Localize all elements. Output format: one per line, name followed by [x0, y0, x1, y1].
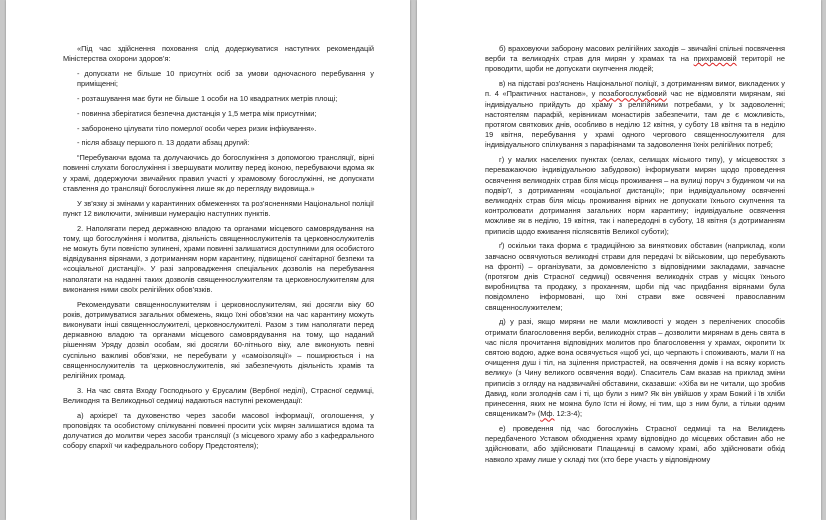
paragraph: г) у малих населених пунктах (селах, селищах міського типу), у місцевостях з переважаючою індивідуальною забудовою) інформувати мирян щодо проведення освячення великодніх страв біля місць проживання – на вулиці поруч з будинком чи на подвір’ї, з дотриманням «соціальної дистанції»; при індивідуальному освяченні великодніх страв біля місць проживання вірних не допускати їхнього скупчення та контролювати дотримання загальних норм карантину; індивідуальне освячення можливе як в неділю, 19 квітня, так і напередодні в суботу, 18 квітня (з дотриманням приписів щодо вживання післясвятів Великої суботи); [485, 155, 785, 236]
bullet-item: - повинна зберігатися безпечна дистанція у 1,5 метра між присутніми; [77, 108, 317, 118]
document-page-left [6, 0, 410, 520]
paragraph: 3. На час свята Входу Господнього у Єрусалим (Вербної неділі), Страсної седмиці, Великодня та Великодньої седмиці надаються наступні рекомендації: [63, 385, 374, 406]
paragraph: е) проведення під час богослужінь Страсної седмиці та на Великдень передбаченого Уставом обходження храму відповідно до місцевих обставин або не здійснювати, або здійснювати Плащаниці в самому храмі, або здійснювати обхід навколо храму лише у складі тих (хто бере участь у відповідному [485, 424, 785, 464]
paragraph: У зв’язку зі змінами у карантинних обмеженнях та роз’ясненнями Національної поліції пункт 12 виключити, змінивши нумерацію наступних пунктів. [63, 198, 374, 218]
document-page-right [417, 0, 821, 520]
bullet-item: - розташування має бути не більше 1 особи на 10 квадратних метрів площі; [77, 94, 338, 103]
paragraph: «Під час здійснення поховання слід додержуватися наступних рекомендацій Міністерства охорони здоров’я: [63, 44, 374, 64]
paragraph: 2. Наполягати перед державною владою та органами місцевого самоврядування на тому, що богослужіння і молитва, діяльність священнослужителів та церковнослужителів не можуть бути повністю зупинені, храми повинні залишатися доступними для особистого відвідування вірянами, з дотриманням норм карантину, підвищеної санітарної безпеки та «соціальної дистанції». У разі запровадження спеціальних дозволів на перебування наполягати на наданні таких дозволів священнослужителям та церковнослужителям для виконання ними своїх релігійних обов’язків. [63, 223, 374, 294]
bullet-item: - допускати не більше 10 присутніх осіб за умови одночасного перебування у приміщенні; [77, 69, 374, 89]
bullet-item: - після абзацу першого п. 13 додати абзац другий: [77, 138, 250, 148]
paragraph: б) враховуючи заборону масових релігійних заходів – звичайні спільні посвячення верби та великодніх страв для мирян у храмах та на прихрамовій території не проводити, щоби не допускати скупчення людей; [485, 44, 786, 74]
paragraph: “Перебуваючи вдома та долучаючись до богослужіння з допомогою трансляції, вірні повинні слухати богослужіння і звершувати молитву перед іконою, перебуваючи вдома як у храмі, додержуючи звичайних правил участі у храмовому богослужінні, не допускати ставлення до трансляції богослужіння лише як до перегляду видовища.» [63, 153, 374, 193]
paragraph: д) у разі, якщо миряни не мали можливості у жоден з перелічених способів отримати благословення верби, великодніх страв – дозволити мирянам в день свята в час після прочитання відповідних молитов про благословення у храмах, окропити їх святою водою, адже вона освячується «щоб усі, що черпають і споживають, мали її на очищення душ і тіл, на зцілення пристрастей, на освячення домів і на всяку користь велику» (з Чину великого освячення води). Спаситель Сам вказав на приклад зміни приписів з огляду на надзвичайні обставини, сказавши: «Хіба ви не читали, що зробив Давид, коли зголоднів сам і ті, що були з ним? Як він увійшов у храм Божий і їв хліби принесення, яких не можна було їсти ні йому, ні тим, що з ним були, а тільки одним священикам?» (Мф. 12:3-4); [485, 317, 785, 419]
paragraph: Рекомендувати священнослужителям і церковнослужителям, які досягли віку 60 років, дотримуватися загальних обмежень, якщо їхні обов’язки на час карантину можуть виконувати інші священнослужителі, церковнослужителі. Разом з тим наполягати перед державною владою та органами місцевого самоврядування на тому, що наданий рішенням Уряду дозвіл особам, які досягли 60-літнього віку, але виконують певні суспільно важливі обов’язки, не перебувати у «самоізоляції» – поширюється і на священнослужителів та церковнослужителів, які забезпечують діяльність храмів та релігійних громад. [63, 299, 374, 381]
paragraph: ґ) оскільки така форма є традиційною за виняткових обставин (наприклад, коли завчасно освячуються великодні страви для передачі їх військовим, що перебувають на фронті) – організувати, за домовленістю з відповідними закладами, завчасне (протягом днів Страсної седмиці) освячення великодніх страв у місцях їхнього виробництва та продажу, з проханням, щоби під час придбання вірянами була повідомлено інформовані, що їхні страви вже освячені православним священнослужителем; [485, 241, 785, 312]
bullet-item: - заборонено цілувати тіло померлої особи через ризик інфікування». [77, 123, 317, 133]
paragraph: а) архієреї та духовенство через засоби масової інформації, оголошення, у проповідях та особистому спілкуванні повинні просити усіх мирян залишатися вдома та долучатися до молитви через засоби трансляції (з місцевого храму або з кафедрального собору єпархії чи кафедрального собору Предстоятеля); [63, 410, 374, 451]
paragraph: в) на підставі роз’яснень Національної поліції, з дотриманням вимог, викладених у п. 4 «Практичних настанов», у позабогослужбовий час не відмовляти мирянам, які індивідуально прийдуть до храму з релігійними потребами, у їх задоволенні; настоятелям парафій, керівникам монастирів забезпечити, там де є можливість, протягом святкових днів, особливо в неділю 12 квітня, у суботу 18 квітня та в неділю 19 квітня, перебування у храмі одного чергового священнослужителя для індивідуального спілкування з парафіянами та задоволення їхніх релігійних потреб; [485, 79, 786, 150]
